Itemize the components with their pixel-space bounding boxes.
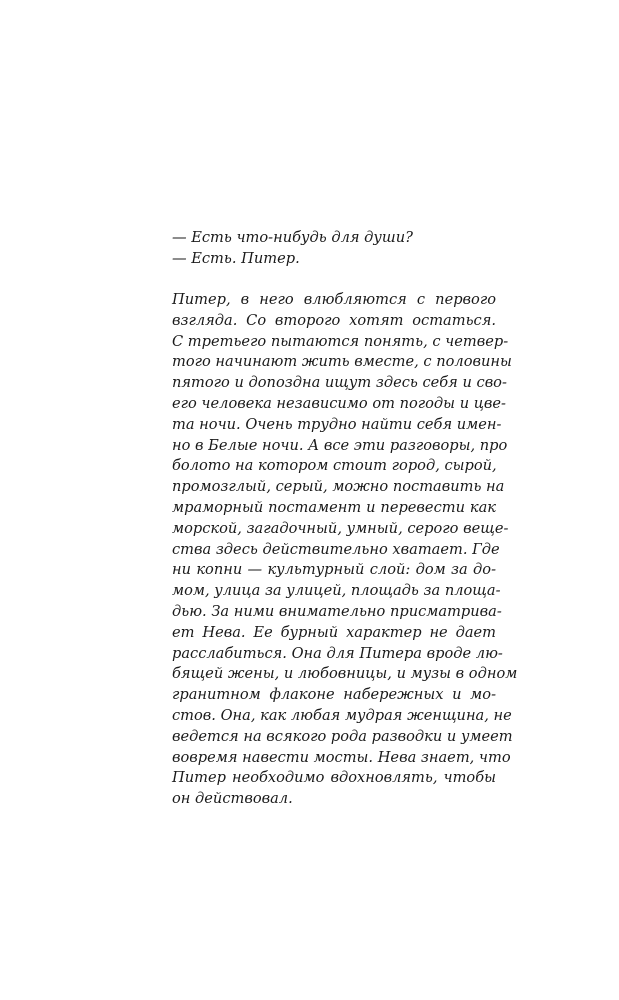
paragraph-line: он действовал. [172,790,293,808]
paragraph-line: дью. За ними внимательно присматрива- [172,602,502,620]
paragraph-line: ет Нева. Ее бурный характер не дает [172,623,496,641]
paragraph-line: гранитном флаконе набережных и мо- [172,686,496,704]
paragraph-line: мом, улица за улицей, площадь за площа- [172,582,501,600]
paragraph-line: морской, загадочный, умный, серого веще- [172,519,509,537]
paragraph-line: его человека независимо от погоды и цве- [172,394,506,412]
paragraph-line: вовремя навести мосты. Нева знает, что [172,748,511,766]
paragraph-line: бящей жены, и любовницы, и музы в одном [172,665,518,683]
paragraph-line: ведется на всякого рода разводки и умеет [172,727,513,745]
paragraph-line: С третьего пытаются понять, с четвер- [172,332,509,350]
paragraph-line: та ночи. Очень трудно найти себя имен- [172,415,502,433]
paragraph-line: ства здесь действительно хватает. Где [172,540,500,558]
paragraph-line: ни копни — культурный слой: дом за до- [172,561,496,579]
dialogue-line: — Есть что-нибудь для души? [172,229,413,246]
paragraph-line: пятого и допоздна ищут здесь себя и сво- [172,374,507,392]
paragraph-line: Питер, в него влюбляются с первого [172,291,496,308]
body-paragraph [172,290,518,810]
paragraph-line: промозглый, серый, можно поставить на [172,478,505,496]
paragraph-line: взгляда. Со второго хотят остаться. [172,311,496,329]
paragraph-line: расслабиться. Она для Питера вроде лю- [172,644,503,662]
paragraph-line: Питер необходимо вдохновлять, чтобы [172,769,496,787]
paragraph-line: но в Белые ночи. А все эти разговоры, про [172,436,508,454]
paragraph-line: мраморный постамент и перевести как [172,498,496,516]
paragraph-line: стов. Она, как любая мудрая женщина, не [172,706,512,724]
paragraph-line: того начинают жить вместе, с половины [172,353,512,371]
dialogue-block [172,228,496,270]
paragraph-line: болото на котором стоит город, сырой, [172,457,497,475]
dialogue-line: — Есть. Питер. [172,249,300,267]
